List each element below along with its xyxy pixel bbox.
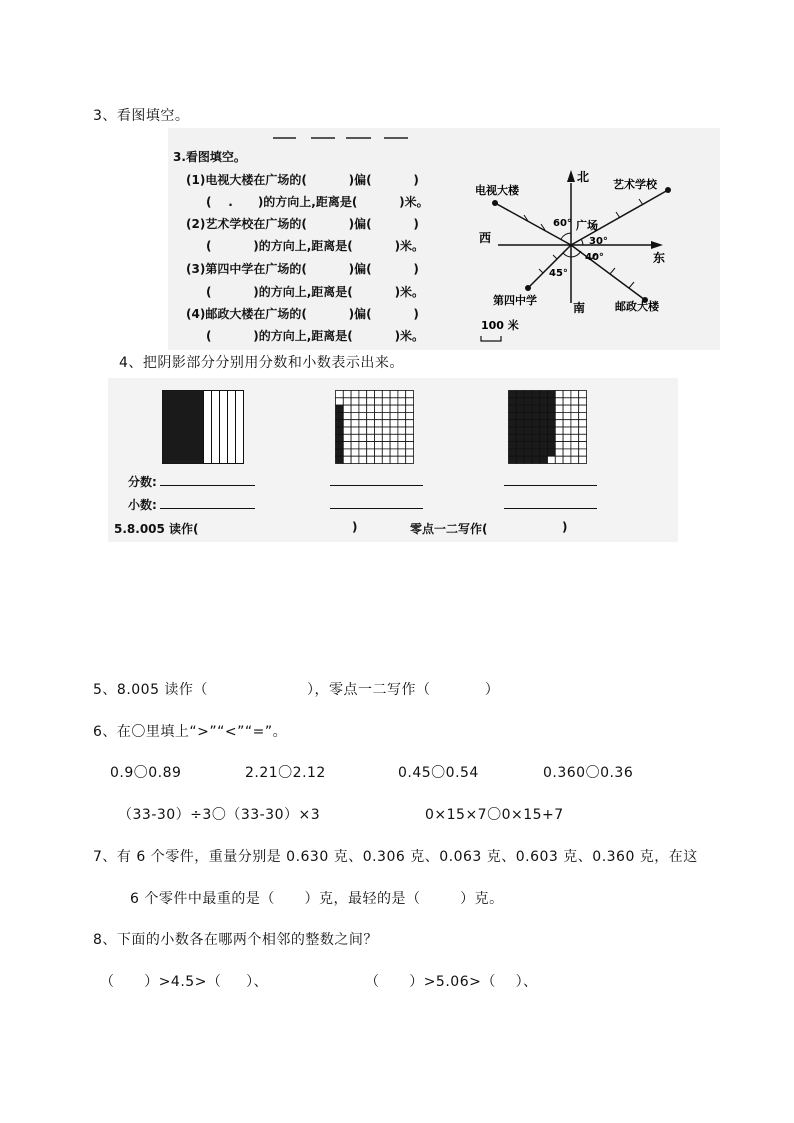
grid-cell bbox=[382, 427, 390, 434]
grid-cell bbox=[563, 405, 571, 412]
scan1-line-3: (2)艺术学校在广场的( )偏( ) bbox=[186, 217, 419, 231]
grid-cell bbox=[351, 412, 359, 419]
scan2-q5-close: ) bbox=[352, 520, 358, 534]
fraction-label: 分数: bbox=[128, 475, 157, 489]
scan1-line-7: (4)邮政大楼在广场的( )偏( ) bbox=[186, 307, 419, 321]
q6-item-1: 0.9〇0.89 bbox=[110, 765, 182, 781]
grid-cell bbox=[343, 449, 351, 456]
grid-cell bbox=[540, 442, 548, 449]
grid-cell bbox=[336, 405, 344, 412]
decimal-blank-3 bbox=[504, 508, 597, 509]
fraction-blank-2 bbox=[330, 485, 423, 486]
scale-label: 100 米 bbox=[481, 319, 519, 332]
grid-cell bbox=[548, 391, 556, 398]
grid-cell bbox=[406, 420, 414, 427]
grid-cell bbox=[579, 456, 587, 463]
grid-cell bbox=[579, 391, 587, 398]
grid-cell bbox=[516, 442, 524, 449]
grid-cell bbox=[382, 405, 390, 412]
grid-cell bbox=[382, 412, 390, 419]
grid-cell bbox=[343, 442, 351, 449]
grid-cell bbox=[375, 398, 383, 405]
grid-cell bbox=[367, 405, 375, 412]
grid-cell bbox=[563, 456, 571, 463]
q8-title: 8、下面的小数各在哪两个相邻的整数之间？ bbox=[93, 932, 378, 948]
grid-cell bbox=[375, 405, 383, 412]
scale-bar bbox=[481, 336, 501, 341]
grid-cell bbox=[571, 412, 579, 419]
q3-title: 3、看图填空。 bbox=[93, 108, 190, 124]
scan2-q5-right: 零点一二写作( bbox=[410, 522, 488, 536]
grid-cell bbox=[351, 391, 359, 398]
grid-cell bbox=[359, 398, 367, 405]
scanned-figure-compass bbox=[168, 128, 720, 350]
grid-cell bbox=[359, 420, 367, 427]
grid-cell bbox=[579, 405, 587, 412]
grid-cell bbox=[563, 449, 571, 456]
grid-cell bbox=[563, 398, 571, 405]
grid-cell bbox=[390, 405, 398, 412]
grid-cell bbox=[375, 412, 383, 419]
grid-cell bbox=[579, 412, 587, 419]
grid-cell bbox=[516, 391, 524, 398]
grid-cell bbox=[382, 456, 390, 463]
grid-cell bbox=[406, 427, 414, 434]
grid-cell bbox=[509, 434, 517, 441]
q4-title: 4、把阴影部分分别用分数和小数表示出来。 bbox=[119, 355, 404, 371]
grid-cell bbox=[336, 427, 344, 434]
grid-cell bbox=[509, 412, 517, 419]
grid-cell bbox=[343, 398, 351, 405]
art-school-point bbox=[665, 187, 671, 193]
grid-cell bbox=[406, 442, 414, 449]
grid-cell bbox=[540, 456, 548, 463]
grid-cell bbox=[524, 456, 532, 463]
grid-cell bbox=[398, 434, 406, 441]
grid-cell bbox=[516, 427, 524, 434]
grid-cell bbox=[563, 412, 571, 419]
grid-cell bbox=[367, 420, 375, 427]
angle-post-label: 40° bbox=[585, 252, 604, 263]
grid-cell bbox=[579, 449, 587, 456]
grid-cell bbox=[375, 456, 383, 463]
east-arrow-icon bbox=[651, 241, 663, 249]
grid-cell bbox=[382, 442, 390, 449]
grid-cell bbox=[367, 412, 375, 419]
grid-cell bbox=[516, 412, 524, 419]
grid-cell bbox=[563, 434, 571, 441]
decimal-blank-2 bbox=[330, 508, 423, 509]
fraction-blank-3 bbox=[504, 485, 597, 486]
grid-cell bbox=[563, 391, 571, 398]
angle-school-label: 45° bbox=[549, 268, 568, 279]
south-label: 南 bbox=[573, 301, 586, 315]
grid-cell bbox=[516, 456, 524, 463]
grid-cell bbox=[390, 412, 398, 419]
grid-cell bbox=[571, 449, 579, 456]
grid-cell bbox=[540, 391, 548, 398]
q7-line-2: 6 个零件中最重的是（ ）克，最轻的是（ ）克。 bbox=[130, 891, 504, 907]
school4-point bbox=[525, 285, 531, 291]
grid-cell bbox=[336, 456, 344, 463]
q8-right: （ ）>5.06>（ ）、 bbox=[365, 974, 538, 990]
scan1-line-4: ( )的方向上,距离是( )米。 bbox=[206, 239, 425, 253]
grid-cell bbox=[375, 449, 383, 456]
grid-cell bbox=[540, 420, 548, 427]
grid-cell bbox=[532, 412, 540, 419]
scan1-line-6: ( )的方向上,距离是( )米。 bbox=[206, 285, 425, 299]
grid-cell bbox=[524, 412, 532, 419]
east-label: 东 bbox=[653, 251, 666, 265]
grid-cell bbox=[532, 456, 540, 463]
grid-cell bbox=[516, 398, 524, 405]
grid-cell bbox=[548, 456, 556, 463]
scanned-figure-shading bbox=[108, 378, 678, 542]
grid-cell bbox=[532, 420, 540, 427]
grid-cell bbox=[398, 412, 406, 419]
grid-cell bbox=[532, 449, 540, 456]
grid-cell bbox=[336, 412, 344, 419]
grid-cell bbox=[359, 391, 367, 398]
grid-cell bbox=[540, 449, 548, 456]
grid-cell bbox=[343, 405, 351, 412]
grid-cell bbox=[367, 449, 375, 456]
grid-cell bbox=[548, 434, 556, 441]
grid-cell bbox=[555, 420, 563, 427]
grid-cell bbox=[398, 442, 406, 449]
grid-cell bbox=[382, 420, 390, 427]
grid-cell bbox=[555, 434, 563, 441]
grid-cell bbox=[336, 391, 344, 398]
grid-cell bbox=[579, 442, 587, 449]
grid-cell bbox=[579, 434, 587, 441]
grid-cell bbox=[375, 442, 383, 449]
grid-cell bbox=[509, 420, 517, 427]
grid-cell bbox=[390, 456, 398, 463]
scan2-q5-right-close: ) bbox=[562, 520, 568, 534]
grid-cell bbox=[382, 398, 390, 405]
grid-cell bbox=[343, 434, 351, 441]
grid-cell bbox=[390, 391, 398, 398]
grid-cell bbox=[390, 427, 398, 434]
grid-cell bbox=[548, 449, 556, 456]
grid-cell bbox=[406, 412, 414, 419]
grid-cell bbox=[343, 427, 351, 434]
tv-tower-point bbox=[492, 200, 498, 206]
q7-line-1: 7、有 6 个零件，重量分别是 0.630 克、0.306 克、0.063 克、0.603 克、0.360 克，在这 bbox=[93, 849, 698, 865]
grid-cell bbox=[532, 405, 540, 412]
grid-cell bbox=[398, 449, 406, 456]
grid-cell bbox=[516, 449, 524, 456]
scan2-q5-left: 5.8.005 读作( bbox=[114, 522, 199, 536]
grid-cell bbox=[382, 391, 390, 398]
grid-cell bbox=[524, 420, 532, 427]
scan1-line-2: ( . )的方向上,距离是( )米。 bbox=[206, 195, 429, 209]
grid-cell bbox=[509, 456, 517, 463]
grid-cell bbox=[548, 427, 556, 434]
grid-cell bbox=[406, 449, 414, 456]
grid-cell bbox=[367, 456, 375, 463]
grid-cell bbox=[351, 442, 359, 449]
grid-cell bbox=[571, 405, 579, 412]
grid-cell bbox=[343, 420, 351, 427]
grid-cell bbox=[571, 427, 579, 434]
q6-item-5: （33-30）÷3〇（33-30）×3 bbox=[118, 807, 321, 823]
grid-cell bbox=[532, 398, 540, 405]
grid-cell bbox=[367, 427, 375, 434]
grid-cell bbox=[555, 427, 563, 434]
grid-cell bbox=[336, 442, 344, 449]
grid-cell bbox=[563, 427, 571, 434]
grid-cell bbox=[516, 434, 524, 441]
grid-cell bbox=[548, 442, 556, 449]
grid-cell bbox=[555, 405, 563, 412]
grid-cell bbox=[509, 442, 517, 449]
grid-cell bbox=[509, 427, 517, 434]
grid-cell bbox=[336, 449, 344, 456]
grid-cell bbox=[548, 412, 556, 419]
grid-cell bbox=[555, 398, 563, 405]
grid-cell bbox=[555, 391, 563, 398]
grid-cell bbox=[398, 405, 406, 412]
grid-cell bbox=[571, 420, 579, 427]
grid-cell bbox=[509, 391, 517, 398]
q6-title: 6、在〇里填上“>”“<”“=”。 bbox=[93, 724, 288, 740]
north-label: 北 bbox=[577, 170, 590, 184]
grid-cell bbox=[359, 405, 367, 412]
grid-cell bbox=[509, 398, 517, 405]
grid-cell bbox=[524, 427, 532, 434]
grid-cell bbox=[532, 391, 540, 398]
angle-art-label: 30° bbox=[589, 236, 608, 247]
grid-cell bbox=[351, 449, 359, 456]
grid-cell bbox=[390, 434, 398, 441]
art-school-label: 艺术学校 bbox=[613, 178, 657, 191]
post-office-label: 邮政大楼 bbox=[615, 300, 659, 313]
scan1-line-5: (3)第四中学在广场的( )偏( ) bbox=[186, 262, 419, 276]
grid-cell bbox=[509, 449, 517, 456]
grid-cell bbox=[406, 391, 414, 398]
grid-cell bbox=[375, 391, 383, 398]
grid-cell bbox=[548, 398, 556, 405]
grid-cell bbox=[516, 420, 524, 427]
decimal-blank-1 bbox=[160, 508, 255, 509]
grid-cell bbox=[579, 427, 587, 434]
grid-cell bbox=[540, 398, 548, 405]
q6-item-2: 2.21〇2.12 bbox=[245, 765, 326, 781]
hundred-grid-2 bbox=[508, 390, 588, 466]
q6-item-6: 0×15×7〇0×15+7 bbox=[425, 807, 564, 823]
school4-label: 第四中学 bbox=[493, 294, 537, 307]
grid-cell bbox=[336, 420, 344, 427]
grid-cell bbox=[367, 434, 375, 441]
angle-tv-label: 60° bbox=[553, 218, 572, 229]
west-label: 西 bbox=[479, 231, 492, 245]
grid-cell bbox=[359, 412, 367, 419]
grid-cell bbox=[555, 449, 563, 456]
grid-cell bbox=[509, 405, 517, 412]
grid-cell bbox=[382, 434, 390, 441]
grid-cell bbox=[367, 442, 375, 449]
fraction-blank-1 bbox=[160, 485, 255, 486]
grid-cell bbox=[540, 434, 548, 441]
grid-cell bbox=[524, 442, 532, 449]
grid-cell bbox=[351, 405, 359, 412]
grid-cell bbox=[532, 442, 540, 449]
grid-cell bbox=[579, 420, 587, 427]
grid-cell bbox=[555, 412, 563, 419]
grid-cell bbox=[555, 456, 563, 463]
grid-cell bbox=[563, 420, 571, 427]
grid-cell bbox=[382, 449, 390, 456]
grid-cell bbox=[343, 456, 351, 463]
grid-cell bbox=[390, 442, 398, 449]
scan1-line-8: ( )的方向上,距离是( )米。 bbox=[206, 329, 425, 343]
center-label: 广场 bbox=[576, 219, 598, 232]
grid-cell bbox=[579, 398, 587, 405]
north-arrow-icon bbox=[567, 170, 575, 182]
decimal-label: 小数: bbox=[128, 498, 157, 512]
grid-cell bbox=[359, 449, 367, 456]
grid-cell bbox=[571, 442, 579, 449]
q8-left: （ ）>4.5>（ ）、 bbox=[100, 974, 269, 990]
q6-item-3: 0.45〇0.54 bbox=[398, 765, 479, 781]
shaded-strips-figure bbox=[162, 390, 246, 466]
grid-cell bbox=[524, 449, 532, 456]
grid-cell bbox=[375, 427, 383, 434]
grid-cell bbox=[571, 434, 579, 441]
grid-cell bbox=[398, 456, 406, 463]
grid-cell bbox=[571, 398, 579, 405]
grid-cell bbox=[398, 398, 406, 405]
grid-cell bbox=[359, 456, 367, 463]
grid-cell bbox=[524, 398, 532, 405]
grid-cell bbox=[336, 398, 344, 405]
grid-cell bbox=[343, 412, 351, 419]
grid-cell bbox=[398, 427, 406, 434]
grid-cell bbox=[516, 405, 524, 412]
grid-cell bbox=[524, 391, 532, 398]
grid-cell bbox=[532, 434, 540, 441]
grid-cell bbox=[548, 420, 556, 427]
q5-text: 5、8.005 读作（ ），零点一二写作（ ） bbox=[93, 682, 500, 698]
grid-cell bbox=[351, 456, 359, 463]
hundred-grid-1 bbox=[335, 390, 415, 466]
grid-cell bbox=[555, 442, 563, 449]
scan1-line-1: (1)电视大楼在广场的( )偏( ) bbox=[186, 173, 419, 187]
grid-cell bbox=[406, 398, 414, 405]
grid-cell bbox=[532, 427, 540, 434]
grid-cell bbox=[390, 398, 398, 405]
scan1-header: 3.看图填空。 bbox=[173, 150, 246, 164]
grid-cell bbox=[524, 434, 532, 441]
q6-item-4: 0.360〇0.36 bbox=[543, 765, 634, 781]
grid-cell bbox=[563, 442, 571, 449]
grid-cell bbox=[406, 405, 414, 412]
grid-cell bbox=[351, 427, 359, 434]
grid-cell bbox=[390, 449, 398, 456]
grid-cell bbox=[367, 398, 375, 405]
grid-cell bbox=[390, 420, 398, 427]
grid-cell bbox=[359, 442, 367, 449]
grid-cell bbox=[406, 434, 414, 441]
grid-cell bbox=[367, 391, 375, 398]
grid-cell bbox=[548, 405, 556, 412]
grid-cell bbox=[524, 405, 532, 412]
grid-cell bbox=[406, 456, 414, 463]
grid-cell bbox=[571, 456, 579, 463]
tv-tower-label: 电视大楼 bbox=[475, 184, 519, 197]
grid-cell bbox=[375, 434, 383, 441]
grid-cell bbox=[398, 420, 406, 427]
grid-cell bbox=[540, 405, 548, 412]
grid-cell bbox=[336, 434, 344, 441]
grid-cell bbox=[571, 391, 579, 398]
grid-cell bbox=[351, 420, 359, 427]
grid-cell bbox=[351, 434, 359, 441]
grid-cell bbox=[343, 391, 351, 398]
grid-cell bbox=[540, 412, 548, 419]
grid-cell bbox=[351, 398, 359, 405]
grid-cell bbox=[359, 427, 367, 434]
compass-map bbox=[473, 128, 713, 350]
grid-cell bbox=[359, 434, 367, 441]
grid-cell bbox=[398, 391, 406, 398]
grid-cell bbox=[375, 420, 383, 427]
grid-cell bbox=[540, 427, 548, 434]
